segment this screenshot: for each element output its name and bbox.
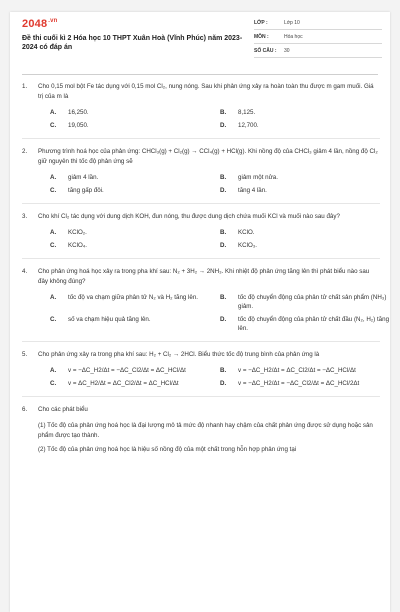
option-label: A. [50, 174, 57, 181]
option-c[interactable] [50, 241, 220, 250]
option-label: C. [50, 122, 57, 129]
option-label: D. [220, 242, 227, 249]
question-5 [10, 350, 390, 388]
option-c[interactable] [50, 121, 220, 130]
option-b[interactable] [220, 293, 390, 311]
statement-2: (2) Tốc độ của phản ứng hoá học là hiệu số nồng độ của một chất trong hỗn hợp phản ứng tại [38, 446, 297, 453]
option-label: D. [220, 187, 227, 194]
question-divider [22, 341, 380, 342]
meta-value: Lớp 10 [284, 19, 300, 26]
question-text: Cho các phát biểu [38, 406, 88, 413]
question-text: Cho 0,15 mol bột Fe tác dụng với 0,15 mol Cl₂, nung nóng. Sau khi phản ứng xảy ra hoàn toàn thu được m gam muối. Giá trị của m là [38, 83, 374, 100]
meta-key: MÔN : [254, 33, 269, 40]
option-b[interactable] [220, 108, 390, 117]
option-text: 12,700. [238, 122, 259, 129]
question-options [50, 173, 380, 195]
option-label: A. [50, 294, 57, 301]
meta-row-subject [254, 30, 382, 44]
statement-list [38, 421, 380, 455]
question-options [50, 228, 380, 250]
question-number: 1. [22, 83, 28, 90]
option-d[interactable] [220, 315, 390, 333]
option-c[interactable] [50, 186, 220, 195]
question-text: Phương trình hoá học của phản ứng: CHCl₃(g) + Cl₂(g) → CCl₄(g) + HCl(g). Khi nồng độ của CHCl₃ giảm 4 lần, nồng độ Cl₂ giữ nguyên thì tốc độ phản ứng sẽ [38, 148, 378, 165]
option-label: D. [220, 122, 227, 129]
option-text: v = −ΔC_H2/Δt = −ΔC_Cl2/Δt = ΔC_HCl/Δt [68, 367, 186, 374]
question-2 [10, 147, 390, 195]
option-b[interactable] [220, 366, 390, 375]
question-3 [10, 212, 390, 250]
header [10, 12, 390, 66]
questions-list [10, 82, 390, 455]
option-b[interactable] [220, 228, 390, 237]
option-text: v = −ΔC_H2/Δt = −ΔC_Cl2/Δt = ΔC_HCl/2Δt [238, 380, 360, 387]
option-label: B. [220, 109, 227, 116]
option-label: A. [50, 229, 57, 236]
question-number: 4. [22, 268, 28, 275]
option-c[interactable] [50, 379, 220, 388]
option-label: C. [50, 187, 57, 194]
meta-row-class [254, 16, 382, 30]
question-options [50, 366, 380, 388]
meta-key: SỐ CÂU : [254, 47, 277, 54]
option-text: KClO₂. [68, 229, 87, 236]
option-text: v = ΔC_H2/Δt = ΔC_Cl2/Δt = ΔC_HCl/Δt [68, 380, 179, 387]
logo-text: 2048 [22, 18, 48, 30]
option-text: v = −ΔC_H2/Δt = ΔC_Cl2/Δt = −ΔC_HCl/Δt [238, 367, 356, 374]
option-label: B. [220, 174, 227, 181]
question-divider [22, 258, 380, 259]
question-number: 5. [22, 351, 28, 358]
option-label: C. [50, 242, 57, 249]
option-text: KClO. [238, 229, 255, 236]
option-label: A. [50, 109, 57, 116]
option-text: tốc độ chuyển động của phân tử chất sản phẩm (NH₃) giảm. [238, 294, 387, 310]
option-text: 16,250. [68, 109, 89, 116]
site-logo[interactable] [22, 18, 58, 30]
question-divider [22, 138, 380, 139]
option-d[interactable] [220, 186, 390, 195]
option-d[interactable] [220, 379, 390, 388]
meta-value: Hóa học [284, 33, 303, 40]
option-text: 19,050. [68, 122, 89, 129]
option-text: số va chạm hiệu quả tăng lên. [68, 316, 151, 323]
question-text: Cho khí Cl₂ tác dụng với dung dịch KOH, đun nóng, thu được dung dịch chứa muối KCl và muối nào sau đây? [38, 213, 340, 220]
option-a[interactable] [50, 228, 220, 237]
question-number: 3. [22, 213, 28, 220]
option-d[interactable] [220, 241, 390, 250]
option-label: B. [220, 294, 227, 301]
option-text: giảm 4 lần. [68, 174, 99, 181]
option-text: KClO₃. [238, 242, 258, 249]
document-page [10, 12, 390, 612]
option-a[interactable] [50, 366, 220, 375]
meta-value: 30 [284, 47, 290, 54]
question-number: 6. [22, 406, 28, 413]
option-a[interactable] [50, 108, 220, 117]
option-label: B. [220, 367, 227, 374]
logo-suffix: .vn [48, 18, 58, 24]
option-label: D. [220, 380, 227, 387]
meta-row-count [254, 44, 382, 58]
question-text: Cho phản ứng hoá học xảy ra trong pha khí sau: N₂ + 3H₂ → 2NH₃. Khi nhiệt độ phản ứng tăng lên thì phát biểu nào sau đây không đúng? [38, 268, 370, 285]
option-a[interactable] [50, 293, 220, 311]
question-divider [22, 396, 380, 397]
question-1 [10, 82, 390, 130]
question-number: 2. [22, 148, 28, 155]
option-text: tốc độ chuyển động của phân tử chất đầu (N₂, H₂) tăng lên. [238, 316, 390, 332]
option-text: giảm một nửa. [238, 174, 278, 181]
question-4 [10, 267, 390, 333]
option-label: C. [50, 316, 57, 323]
option-label: C. [50, 380, 57, 387]
question-options [50, 293, 390, 333]
option-text: tốc độ va chạm giữa phân tử N₂ và H₂ tăng lên. [68, 294, 199, 301]
option-c[interactable] [50, 315, 220, 333]
option-text: 8,125. [238, 109, 256, 116]
meta-table [254, 16, 382, 58]
option-a[interactable] [50, 173, 220, 182]
question-text: Cho phản ứng xảy ra trong pha khí sau: H₂ + Cl₂ → 2HCl. Biểu thức tốc độ trung bình của phản ứng là [38, 351, 320, 358]
question-divider [22, 203, 380, 204]
option-text: tăng 4 lần. [238, 187, 267, 194]
option-text: tăng gấp đôi. [68, 187, 104, 194]
option-text: KClO₄. [68, 242, 88, 249]
option-label: B. [220, 229, 227, 236]
header-divider [22, 74, 378, 75]
option-d[interactable] [220, 121, 390, 130]
option-label: A. [50, 367, 57, 374]
page-title: Đề thi cuối kì 2 Hóa học 10 THPT Xuân Hoà (Vĩnh Phúc) năm 2023-2024 có đáp án [22, 35, 243, 51]
statement-1: (1) Tốc độ của phản ứng hoá học là đại lượng mô tả mức độ nhanh hay chậm của chất phản ứng được sử dụng hoặc sản phẩm được tạo thành. [38, 422, 373, 439]
option-b[interactable] [220, 173, 390, 182]
question-options [50, 108, 380, 130]
question-6 [10, 405, 390, 455]
meta-key: LỚP : [254, 19, 268, 26]
option-label: D. [220, 316, 227, 323]
